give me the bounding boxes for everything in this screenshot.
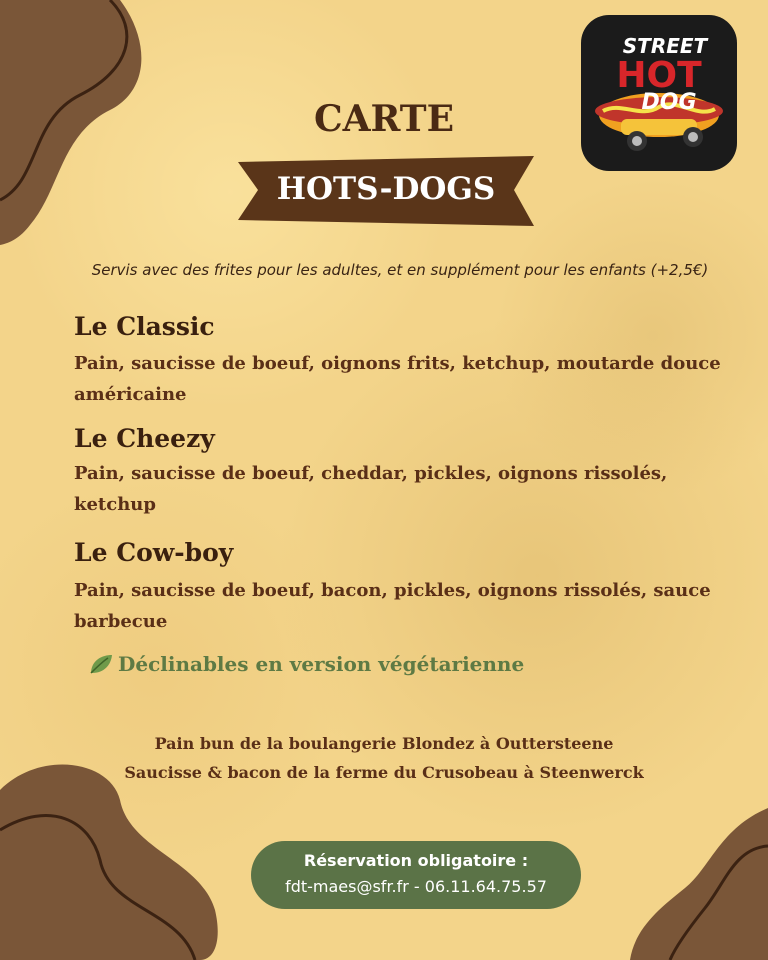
bottom-left-blob [0,760,230,960]
page-title: CARTE [313,98,455,140]
item-desc-cowboy: Pain, saucisse de boeuf, bacon, pickles, oignons rissolés, sauce barbecue [74,580,711,632]
street-hot-dog-logo [581,15,737,171]
reservation-pill [251,841,581,909]
vegetarian-text: Déclinables en version végétarienne [118,652,525,676]
item-desc-cheezy: Pain, saucisse de boeuf, cheddar, pickles, oignons rissolés, ketchup [74,463,668,515]
intro-text: Servis avec des frites pour les adultes, et en supplément pour les enfants (+2,5€) [91,261,709,279]
hot-dog-car-icon [581,15,737,171]
vegetarian-note [88,652,524,676]
leaf-icon [88,652,114,676]
item-name-cowboy: Le Cow-boy [74,538,234,567]
sourcing-meat: Saucisse & bacon de la ferme du Crusobeau à Steenwerck [124,763,644,782]
reservation-label: Réservation obligatoire : [303,851,529,870]
item-name-classic: Le Classic [74,312,215,341]
item-desc-classic: Pain, saucisse de boeuf, oignons frits, ketchup, moutarde douce américaine [74,353,721,405]
item-name-cheezy: Le Cheezy [74,424,215,453]
svg-text:DOG: DOG [641,90,697,115]
svg-text:STREET: STREET [622,34,708,58]
sourcing-bread: Pain bun de la boulangerie Blondez à Outtersteene [154,734,614,753]
reservation-contact: fdt-maes@sfr.fr - 06.11.64.75.57 [285,877,547,896]
svg-text:HOT: HOT [616,55,702,96]
bottom-right-blob [630,808,768,960]
banner-title: HOTS-DOGS [276,171,496,207]
